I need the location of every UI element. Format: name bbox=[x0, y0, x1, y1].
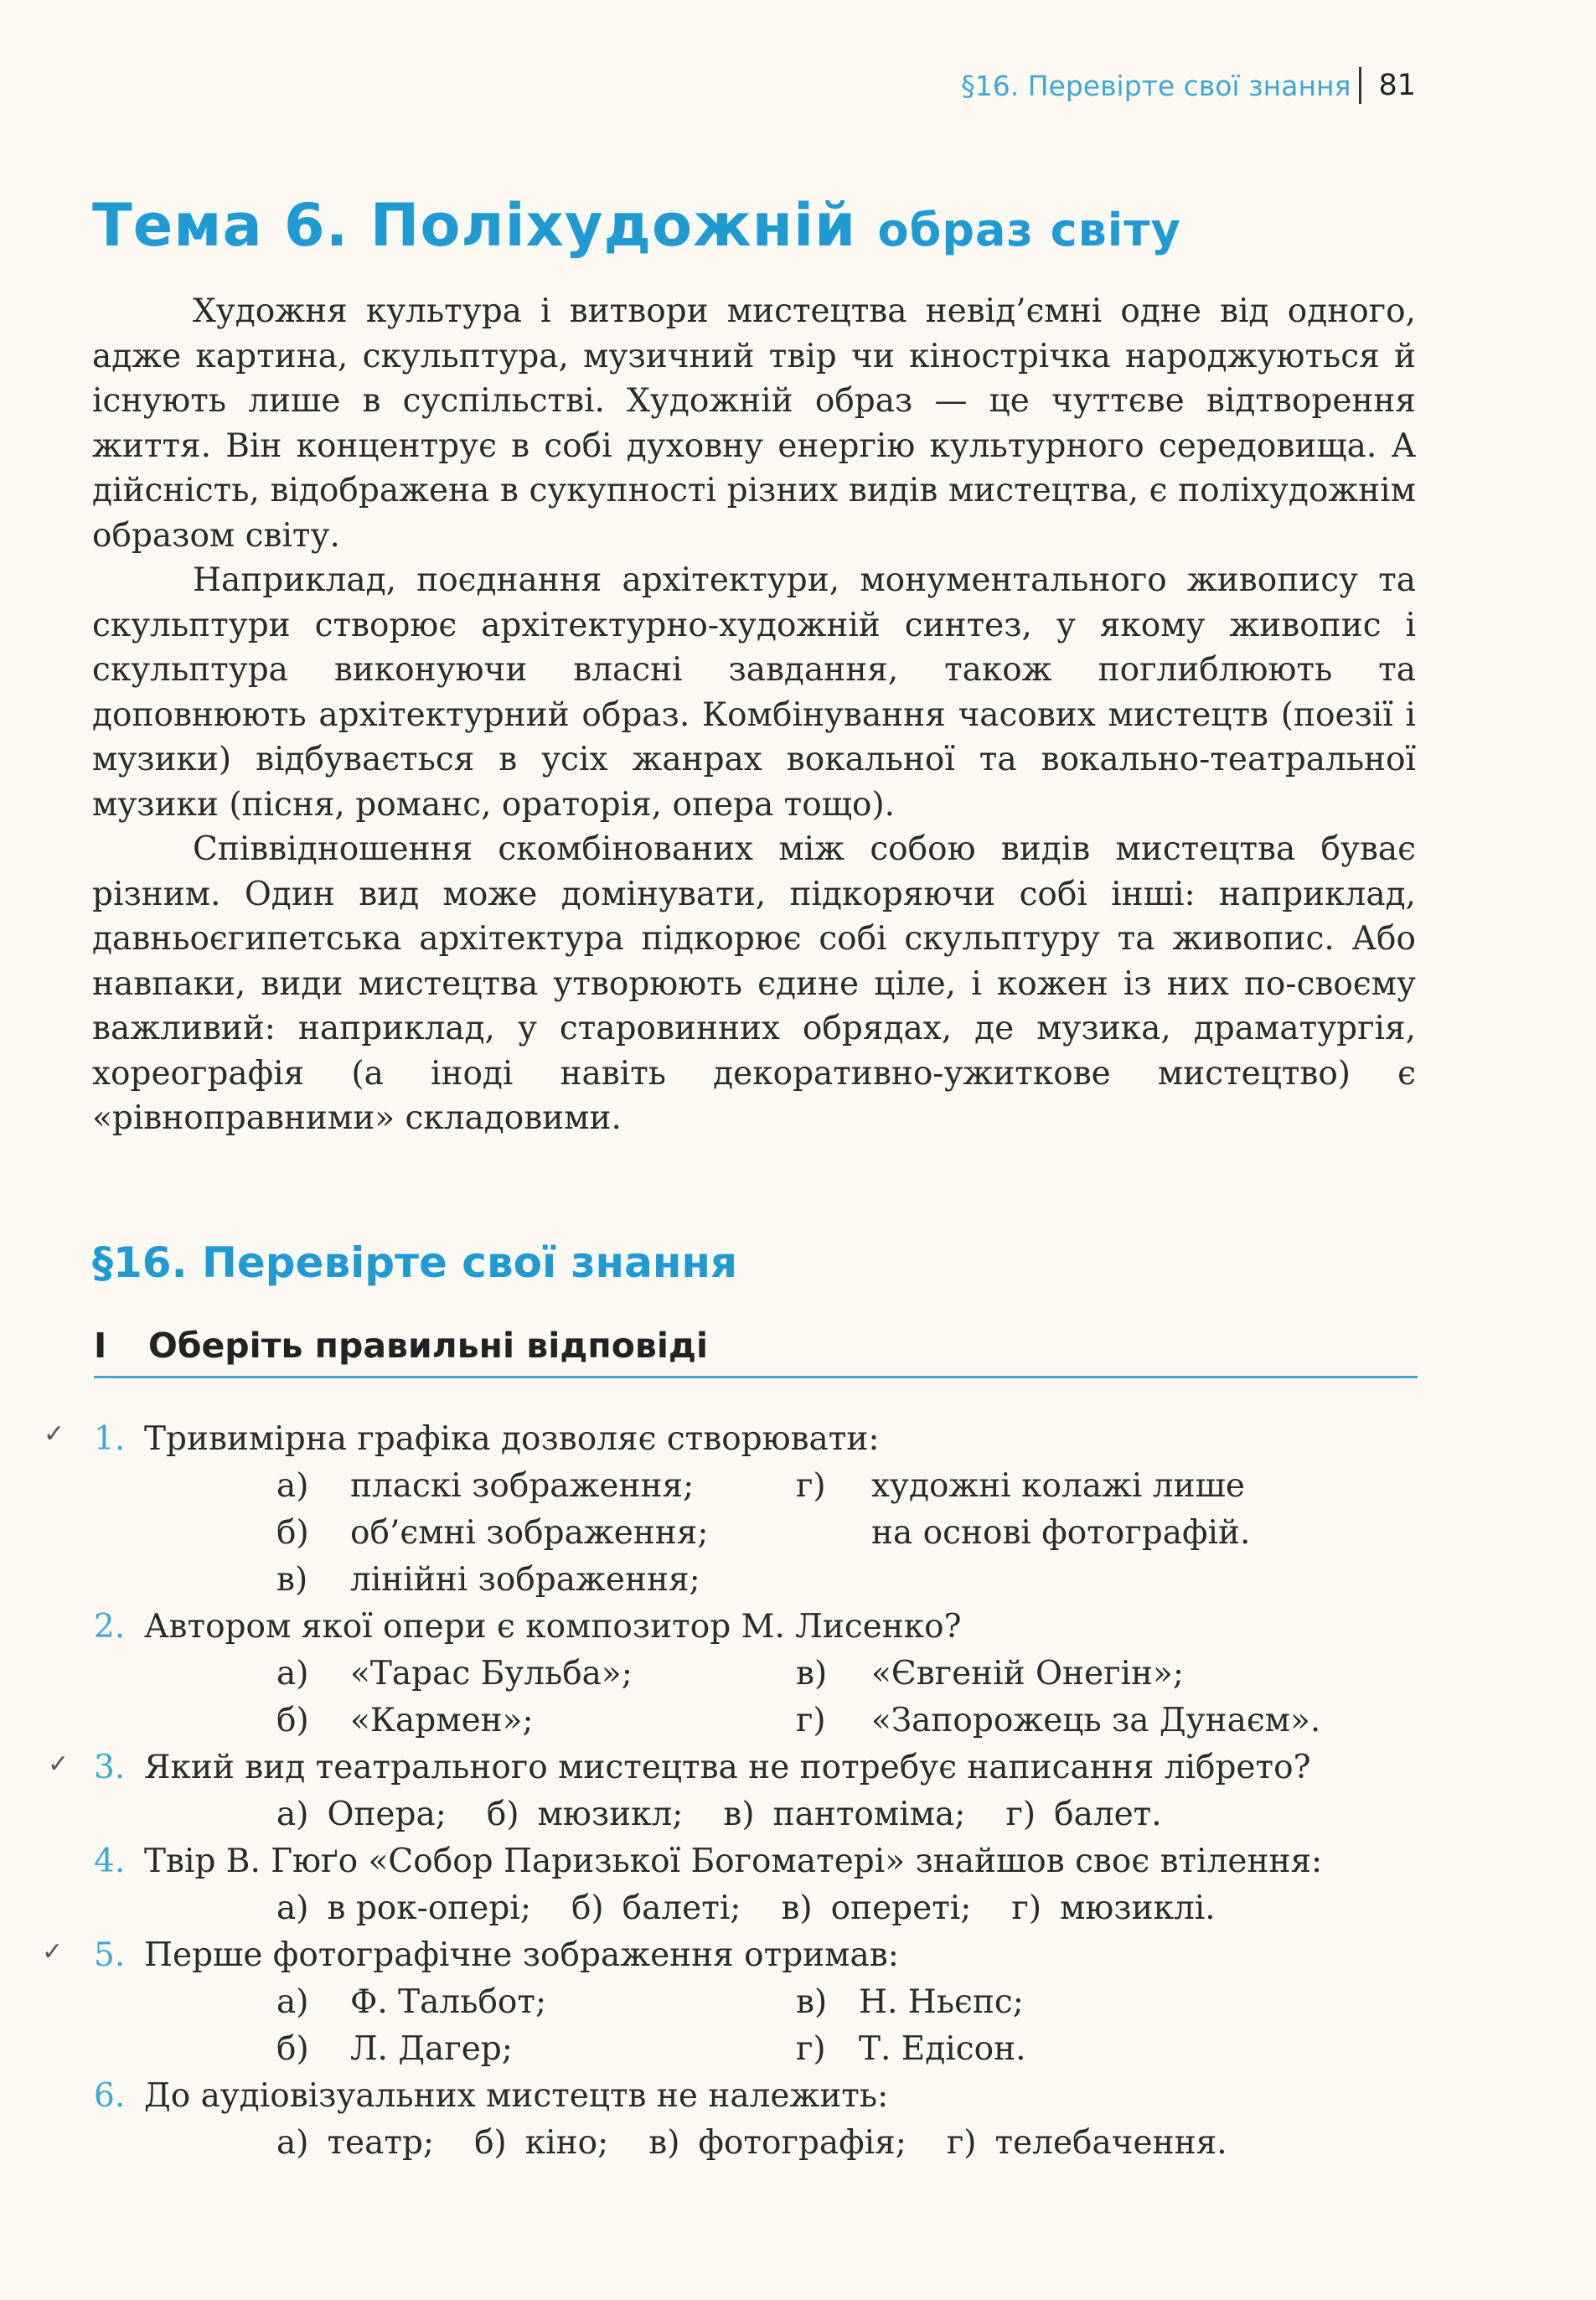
question-text: Автором якої опери є композитор М. Лисенко? bbox=[144, 1608, 962, 1646]
page-number: 81 bbox=[1378, 69, 1416, 102]
answer-option: г) «Запорожець за Дунаєм». bbox=[796, 1702, 1321, 1739]
answer-option: а) театр; bbox=[276, 2124, 435, 2162]
theme-prefix: Тема 6. bbox=[92, 191, 349, 260]
intro-paragraph: Художня культура і витвори мистецтва невід’ємні одне від одного, адже картина, скульптура, музичний твір чи кінострічка народжуються й існують лише в суспільстві. Художній образ — це чуттєве відтворення життя. Він концентрує в собі духовну енергію культурного середовища. А дійсність, відображена в сукупності різних видів мистецтва, є поліхудожнім образом світу. bbox=[92, 292, 1416, 555]
question-number: 3. bbox=[94, 1749, 126, 1786]
part-title: Оберіть правильні відповіді bbox=[148, 1326, 709, 1366]
pencil-check-mark-icon: ✓ bbox=[42, 1937, 64, 1967]
answer-option: а) «Тарас Бульба»; bbox=[276, 1655, 633, 1693]
question-number: 5. bbox=[94, 1936, 126, 1974]
answer-option: б) кіно; bbox=[474, 2124, 609, 2162]
question-4 bbox=[94, 1838, 1418, 1932]
answer-option: б) балеті; bbox=[571, 1889, 741, 1927]
question-text: Який вид театрального мистецтва не потребує написання лібрето? bbox=[144, 1749, 1311, 1786]
question-6 bbox=[94, 2073, 1418, 2167]
question-3 bbox=[48, 1744, 1418, 1838]
answer-options bbox=[276, 1885, 1418, 1932]
answer-option: в) опереті; bbox=[781, 1889, 972, 1927]
pencil-check-mark-icon: ✓ bbox=[48, 1750, 70, 1779]
intro-text bbox=[92, 289, 1416, 1141]
section-title: §16. Перевірте свої знання bbox=[92, 1238, 738, 1287]
answer-option: в) «Євгеній Онегін»; bbox=[796, 1655, 1184, 1693]
answer-option: а) Ф. Тальбот; bbox=[276, 1983, 547, 2021]
pencil-check-mark-icon: ✓ bbox=[44, 1419, 65, 1449]
answer-option: г) балет. bbox=[1005, 1796, 1162, 1833]
theme-title-big: Поліхудожній bbox=[369, 191, 857, 260]
answer-option: г) Т. Едісон. bbox=[796, 2030, 1026, 2068]
answer-option-continued: на основі фотографій. bbox=[871, 1514, 1251, 1552]
answer-options bbox=[276, 2120, 1418, 2167]
answer-option: б) Л. Дагер; bbox=[276, 2030, 513, 2068]
question-text: Твір В. Гюґо «Собор Паризької Богоматері» знайшов своє втілення: bbox=[144, 1843, 1323, 1880]
answer-option: в) фотографія; bbox=[648, 2124, 906, 2162]
question-text: До аудіовізуальних мистецтв не належить: bbox=[144, 2077, 889, 2115]
question-list bbox=[42, 1416, 1418, 2167]
answer-option: в) Н. Ньєпс; bbox=[796, 1983, 1024, 2021]
question-2 bbox=[94, 1604, 1418, 1744]
part-heading bbox=[94, 1326, 1418, 1378]
header-divider bbox=[1359, 67, 1361, 104]
answer-option: г) телебачення. bbox=[946, 2124, 1227, 2162]
question-text: Тривимірна графіка дозволяє створювати: bbox=[144, 1420, 880, 1458]
question-number: 4. bbox=[94, 1843, 126, 1880]
answer-option: в) лінійні зображення; bbox=[276, 1561, 700, 1599]
answer-options bbox=[276, 1791, 1418, 1838]
answer-option: б) об’ємні зображення; bbox=[276, 1514, 709, 1552]
intro-paragraph: Співвідношення скомбінованих між собою видів мистецтва буває різним. Один вид може домінувати, підкоряючи собі інші: наприклад, давньоєгипетська архітектура підкорює собі скульптуру та живопис. Або навпаки, види мистецтва утворюють єдине ціле, і кожен із них по-своєму важливий: наприклад, у старовинних обрядах, де музика, драматургія, хореографія (а іноді навіть декоративно-ужиткове мистецтво) є «рівноправними» складовими. bbox=[92, 830, 1416, 1137]
question-number: 1. bbox=[94, 1420, 126, 1458]
answer-option: б) мюзикл; bbox=[486, 1796, 684, 1833]
running-header bbox=[961, 67, 1416, 104]
question-1 bbox=[44, 1416, 1418, 1604]
answer-option: а) пласкі зображення; bbox=[276, 1467, 695, 1505]
question-number: 6. bbox=[94, 2077, 126, 2115]
answer-option: в) пантоміма; bbox=[723, 1796, 966, 1833]
answer-option: г) художні колажі лише bbox=[796, 1467, 1245, 1505]
header-section-title: §16. Перевірте свої знання bbox=[961, 69, 1351, 102]
question-number: 2. bbox=[94, 1608, 126, 1646]
question-5 bbox=[42, 1932, 1418, 2073]
part-number: I bbox=[94, 1326, 107, 1366]
intro-paragraph: Наприклад, поєднання архітектури, монументального живопису та скульптури створює архітектурно-художній синтез, у якому живопис і скульптура виконуючи власні завдання, також поглиблюють та доповнюють архітектурний образ. Комбінування часових мистецтв (поезії і музики) відбувається в усіх жанрах вокальної та вокально-театральної музики (пісня, романс, ораторія, опера тощо). bbox=[92, 561, 1416, 824]
answer-option: а) Опера; bbox=[276, 1796, 447, 1833]
answer-option: г) мюзиклі. bbox=[1011, 1889, 1216, 1927]
answer-option: б) «Кармен»; bbox=[276, 1702, 534, 1739]
theme-title-small: образ світу bbox=[877, 204, 1181, 256]
theme-title bbox=[92, 191, 1181, 260]
question-text: Перше фотографічне зображення отримав: bbox=[144, 1936, 899, 1974]
answer-option: а) в рок-опері; bbox=[276, 1889, 531, 1927]
